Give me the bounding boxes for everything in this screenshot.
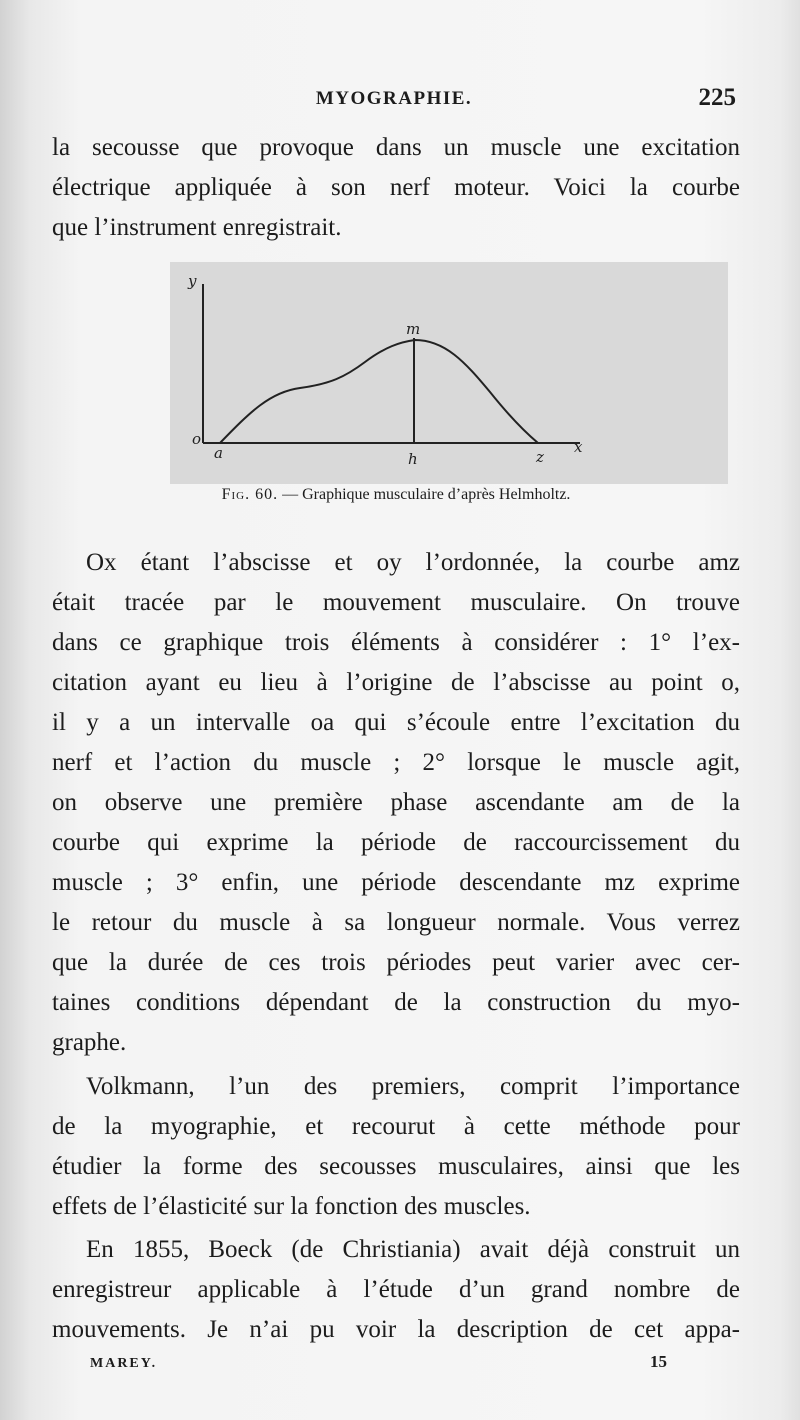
text-line: En 1855, Boeck (de Christiania) avait déjà construit un [86, 1236, 740, 1263]
running-title: MYOGRAPHIE. [315, 88, 473, 109]
paragraph-top [52, 128, 740, 248]
muscle-curve-diagram [170, 262, 728, 484]
paragraph-boeck [52, 1230, 740, 1350]
text-line: de la myographie, et recourut à cette méthode pour [52, 1113, 740, 1140]
page-header [50, 84, 738, 118]
paragraph-volkmann [52, 1067, 740, 1227]
label-y: y [188, 272, 197, 290]
label-o: o [192, 430, 202, 448]
text-line: Ox étant l’abscisse et oy l’ordonnée, la courbe amz [86, 549, 740, 576]
text-line: Volkmann, l’un des premiers, comprit l’importance [86, 1073, 740, 1100]
text-line: le retour du muscle à sa longueur normale. Vous verrez [52, 909, 740, 936]
text-line: on observe une première phase ascendante am de la [52, 789, 740, 816]
footer-signature: 15 [650, 1352, 667, 1371]
text-line: courbe qui exprime la période de raccourcissement du [52, 829, 740, 856]
label-h: h [408, 450, 418, 468]
figure-graph [170, 262, 728, 484]
text-line: muscle ; 3° enfin, une période descendante mz exprime [52, 869, 740, 896]
figure-number: Fig. 60. [221, 486, 279, 503]
label-z: z [536, 448, 544, 466]
text-line: taines conditions dépendant de la construction du myo- [52, 989, 740, 1016]
text-line: que la durée de ces trois périodes peut varier avec cer- [52, 949, 740, 976]
label-a: a [214, 444, 223, 462]
text-line: était tracée par le mouvement musculaire. On trouve [52, 589, 740, 616]
label-x: x [574, 438, 583, 456]
figure-caption-text: — Graphique musculaire d’après Helmholtz. [278, 486, 571, 503]
muscle-curve [220, 340, 538, 443]
text-line: effets de l’élasticité sur la fonction des muscles. [52, 1193, 531, 1220]
page-number: 225 [698, 84, 736, 111]
text-line: mouvements. Je n’ai pu voir la description de cet appa- [52, 1316, 740, 1343]
text-line: la secousse que provoque dans un muscle une excitation [52, 134, 740, 161]
paragraph-main [52, 543, 740, 1063]
text-line: enregistreur applicable à l’étude d’un grand nombre de [52, 1276, 740, 1303]
label-m: m [406, 320, 421, 338]
text-line: citation ayant eu lieu à l’origine de l’abscisse au point o, [52, 669, 740, 696]
figure-caption [52, 484, 740, 506]
text-line: nerf et l’action du muscle ; 2° lorsque le muscle agit, [52, 749, 740, 776]
text-line: électrique appliquée à son nerf moteur. Voici la courbe [52, 174, 740, 201]
text-line: que l’instrument enregistrait. [52, 214, 342, 241]
footer-author: MAREY. [90, 1356, 158, 1371]
text-line: il y a un intervalle oa qui s’écoule entre l’excitation du [52, 709, 740, 736]
text-line: étudier la forme des secousses musculaires, ainsi que les [52, 1153, 740, 1180]
text-line: dans ce graphique trois éléments à considérer : 1° l’ex- [52, 629, 740, 656]
text-line: graphe. [52, 1029, 127, 1056]
